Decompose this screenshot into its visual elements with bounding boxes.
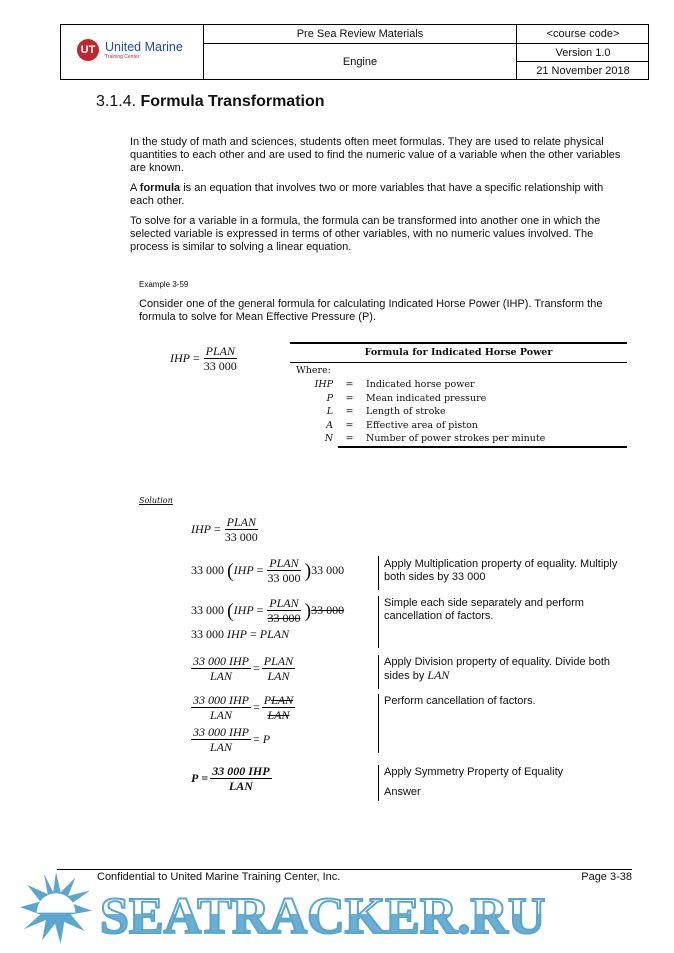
step-explanation: Simple each side separately and perform cancellation of factors.	[384, 597, 584, 622]
watermark: SEATRACKER.RU	[100, 888, 546, 945]
doc-subject: Engine	[342, 56, 378, 68]
legend-description: Effective area of piston	[366, 419, 478, 431]
logo-name: United Marine	[105, 39, 183, 54]
legend-symbol: IHP	[314, 379, 333, 390]
logo-mark: UT	[77, 39, 99, 61]
legend-equals: =	[345, 379, 354, 390]
footer-rule	[57, 869, 632, 870]
legend-row	[290, 432, 627, 446]
legend-title: Formula for Indicated Horse Power	[290, 342, 627, 363]
legend-symbol: A	[326, 419, 333, 431]
paragraph: To solve for a variable in a formula, the formula can be transformed into another one in which the selected variable is expressed in terms of other variables, with no numeric values involved. The process is similar to solving a linear equation.	[130, 215, 601, 253]
section-heading: 3.1.4. Formula Transformation	[96, 93, 325, 110]
formula: IHP = $\frac{\text{PLAN}}{33 000}$	[170, 344, 237, 373]
solution-step-3: 33 000 ( IHP = $\frac{\text{PLAN}}{33 000}$ ) 33 000	[191, 596, 345, 625]
solution-step-2: 33 000 ( IHP = $\frac{\text{PLAN}}{33 000}$ ) 33 000	[191, 556, 345, 585]
document-header	[60, 24, 649, 80]
legend-symbol: P	[326, 392, 333, 404]
legend-description: Length of stroke	[366, 406, 446, 417]
example-label: Example 3-59	[139, 280, 189, 289]
solution-label: Solution	[139, 496, 173, 505]
solution-step-1: IHP = $\frac{\text{PLAN}}{33 000}$	[191, 515, 258, 544]
paragraph: In the study of math and sciences, students often meet formulas. They are used to relate physical quantities to each other and are used to find the numeric value of a variable when the other variables are known.	[130, 136, 621, 174]
footer-confidential: Confidential to United Marine Training Center, Inc.	[97, 871, 341, 883]
legend-row	[290, 419, 627, 433]
solution-step-5: $\frac{\text{33 000 IHP}}{\text{LAN}}$ = $\frac{\text{PLAN}}{\text{LAN}}$	[193, 654, 294, 683]
legend-row	[290, 392, 627, 406]
legend-description: Mean indicated pressure	[366, 392, 487, 404]
page-number: Page 3-38	[581, 871, 632, 883]
version: Version 1.0	[555, 46, 611, 59]
logo-sub: Training Center	[105, 53, 140, 60]
step-explanation: Perform cancellation of factors.	[384, 695, 536, 707]
legend-equals: =	[345, 433, 354, 444]
legend-description: Indicated horse power	[366, 379, 475, 390]
step-explanation: Apply Symmetry Property of Equality	[384, 766, 564, 778]
legend-where: Where:	[296, 365, 331, 376]
legend-equals: =	[345, 419, 354, 431]
solution-step-4: 33 000 IHP = PLAN	[191, 627, 290, 641]
sun-logo-icon	[20, 872, 92, 944]
legend-equals: =	[345, 392, 354, 404]
legend-equals: =	[345, 406, 354, 417]
solution-final: P = $\frac{\text{33 000 IHP}}{\text{LAN}}$	[191, 764, 270, 793]
solution-step-6: $\frac{\text{33 000 IHP}}{\text{LAN}}$ = $\frac{\text{PLAN}}{\text{LAN}}$	[193, 693, 294, 722]
legend-row	[290, 405, 627, 419]
formula-legend-table	[290, 342, 627, 448]
step-explanation: Apply Multiplication property of equality. Multiply both sides by 33 000	[384, 558, 618, 583]
solution-step-7: $\frac{\text{33 000 IHP}}{\text{LAN}}$ = P	[193, 725, 271, 754]
example-text: Consider one of the general formula for calculating Indicated Horse Power (IHP). Transform the formula to solve for Mean Effective Pressure (P).	[139, 298, 603, 323]
date: 21 November 2018	[536, 65, 630, 77]
legend-description: Number of power strokes per minute	[366, 433, 546, 444]
step-explanation: Apply Division property of equality. Divide both sides by LAN	[384, 656, 611, 682]
legend-symbol: N	[324, 433, 333, 444]
company-logo	[77, 39, 183, 61]
legend-row	[290, 378, 627, 392]
course-code: <course code>	[546, 28, 620, 40]
doc-title: Pre Sea Review Materials	[296, 28, 424, 40]
answer-label: Answer	[384, 786, 421, 798]
legend-symbol: L	[326, 406, 333, 417]
paragraph: A formula is an equation that involves two or more variables that have a specific relationship with each other.	[130, 182, 604, 207]
